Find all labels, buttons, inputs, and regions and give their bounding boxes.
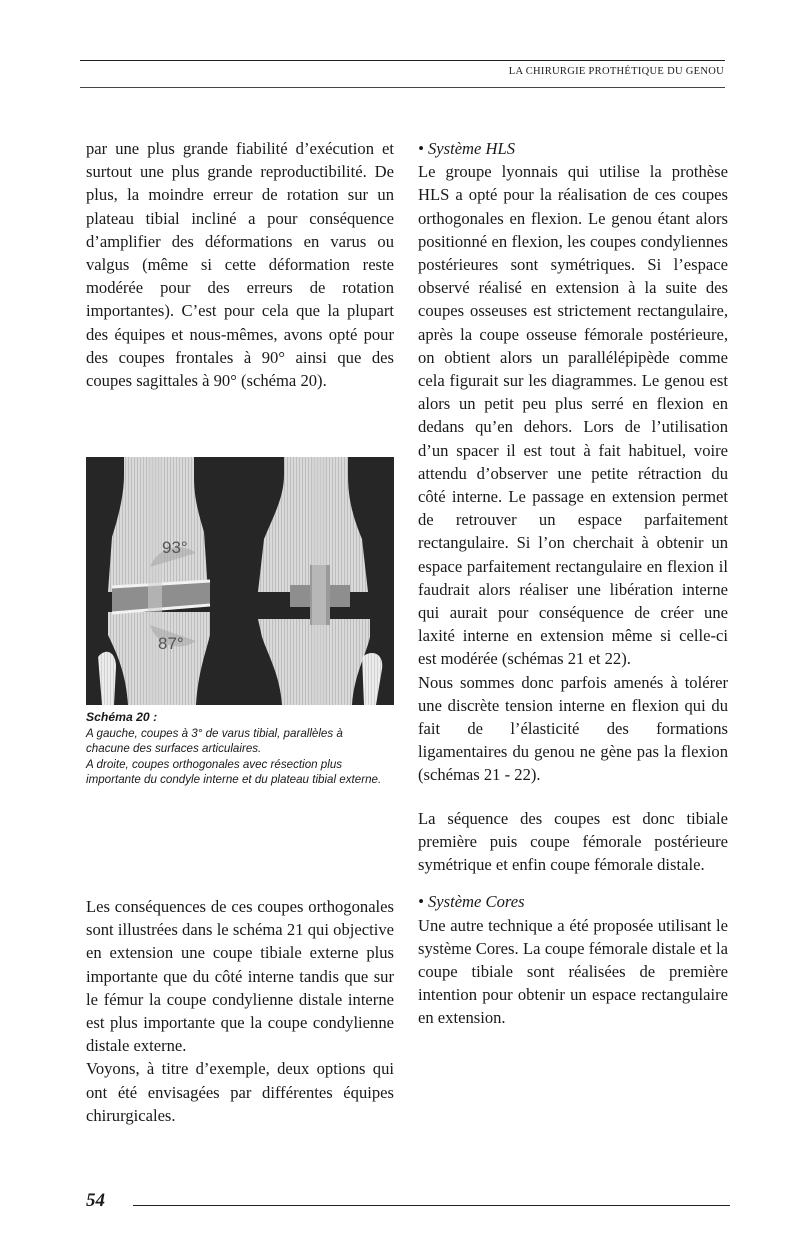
left-knee [98, 457, 210, 705]
angle-label-top: 93° [162, 538, 188, 557]
left-axis [148, 457, 162, 705]
knee-diagram [86, 457, 394, 705]
right-paragraph-2: Nous sommes donc parfois amenés à tolérer une discrète tension interne en flexion qui du fait de l’élasticité des formations ligamentaires du genou ne gène pas la flexion (schémas 21 - 22). [418, 672, 728, 785]
heading-hls: • Système HLS [418, 139, 516, 158]
right-fibula [362, 653, 382, 705]
figure-caption [86, 710, 386, 788]
right-paragraph-3: La séquence des coupes est donc tibiale première puis coupe fémorale postérieure symétrique et enfin coupe fémorale distale. [418, 808, 728, 875]
caption-line-2: A droite, coupes orthogonales avec résection plus importante du condyle interne et du plateau tibial externe. [86, 757, 382, 786]
angle-label-bottom: 87° [158, 634, 184, 653]
left-paragraph-1: par une plus grande fiabilité d’exécution et surtout une plus grande reproductibilité. De plus, la moindre erreur de rotation sur un plateau tibial incliné a pour conséquence d’amplifier des déformations en varus ou valgus (même si cette déformation reste modérée pour des erreurs de rotation importantes). C’est pour cela que la plupart des équipes et nous-mêmes, avons opté pour des coupes frontales à 90° ainsi que des coupes sagittales à 90° (schéma 20). [86, 139, 394, 391]
header-bottom-rule [80, 87, 725, 88]
spacer [418, 787, 728, 807]
page-number: 54 [86, 1190, 105, 1211]
left-paragraph-2: Les conséquences de ces coupes orthogonales sont illustrées dans le schéma 21 qui objective en extension une coupe tibiale externe plus importante que du côté interne tandis que sur le fémur la coupe condylienne distale interne est plus importante que la coupe condylienne distale externe. [86, 897, 394, 1056]
header-top-rule [80, 60, 725, 61]
right-axis [312, 457, 326, 705]
left-column-top [86, 137, 394, 392]
footer-rule [133, 1205, 730, 1206]
left-column-bottom [86, 895, 394, 1127]
caption-line-1: A gauche, coupes à 3° de varus tibial, parallèles à chacune des surfaces articulaires. [86, 726, 343, 755]
right-knee [258, 457, 382, 705]
left-paragraph-3: Voyons, à titre d’exemple, deux options qui ont été envisagées par différentes équipes chirurgicales. [86, 1059, 394, 1125]
left-fibula [98, 652, 116, 705]
heading-cores: • Système Cores [418, 892, 525, 912]
spacer [418, 876, 728, 890]
right-paragraph-1: Le groupe lyonnais qui utilise la prothèse HLS a opté pour la réalisation de ces coupes orthogonales en flexion. Le genou étant alors positionné en flexion, les coupes condyliennes postérieures sont symétriques. Si l’espace observé réalisé en extension à la suite des coupes osseuses est strictement rectangulaire, après la coupe osseuse fémorale postérieure, on obtient alors un parallélépipède comme cela figurait sur les diagrammes. Le genou est alors un petit peu plus serré en flexion en dedans qu’en dehors. Lors de l’utilisation d’un spacer il est tout à fait habituel, voire attendu d’observer une petite rétraction du côté interne. Le passage en extension permet de retrouver un espace parfaitement rectangulaire. Si l’on cherchait à obtenir un espace parfaitement rectangulaire en flexion il faudrait alors réaliser une libération interne qui aurait pour conséquence de créer une laxité interne en extension même si celle-ci est modérée (schémas 21 et 22). [418, 162, 728, 669]
knee-diagram-figure [86, 457, 394, 705]
right-paragraph-4: Une autre technique a été proposée utilisant le système Cores. La coupe fémorale distale et la coupe tibiale sont réalisées de première intention pour obtenir un espace rectangulaire en extension. [418, 915, 728, 1028]
caption-title: Schéma 20 : [86, 710, 158, 724]
running-title: LA CHIRURGIE PROTHÉTIQUE DU GENOU [508, 66, 724, 77]
right-column [418, 137, 728, 1030]
diagram-gap [218, 457, 254, 705]
